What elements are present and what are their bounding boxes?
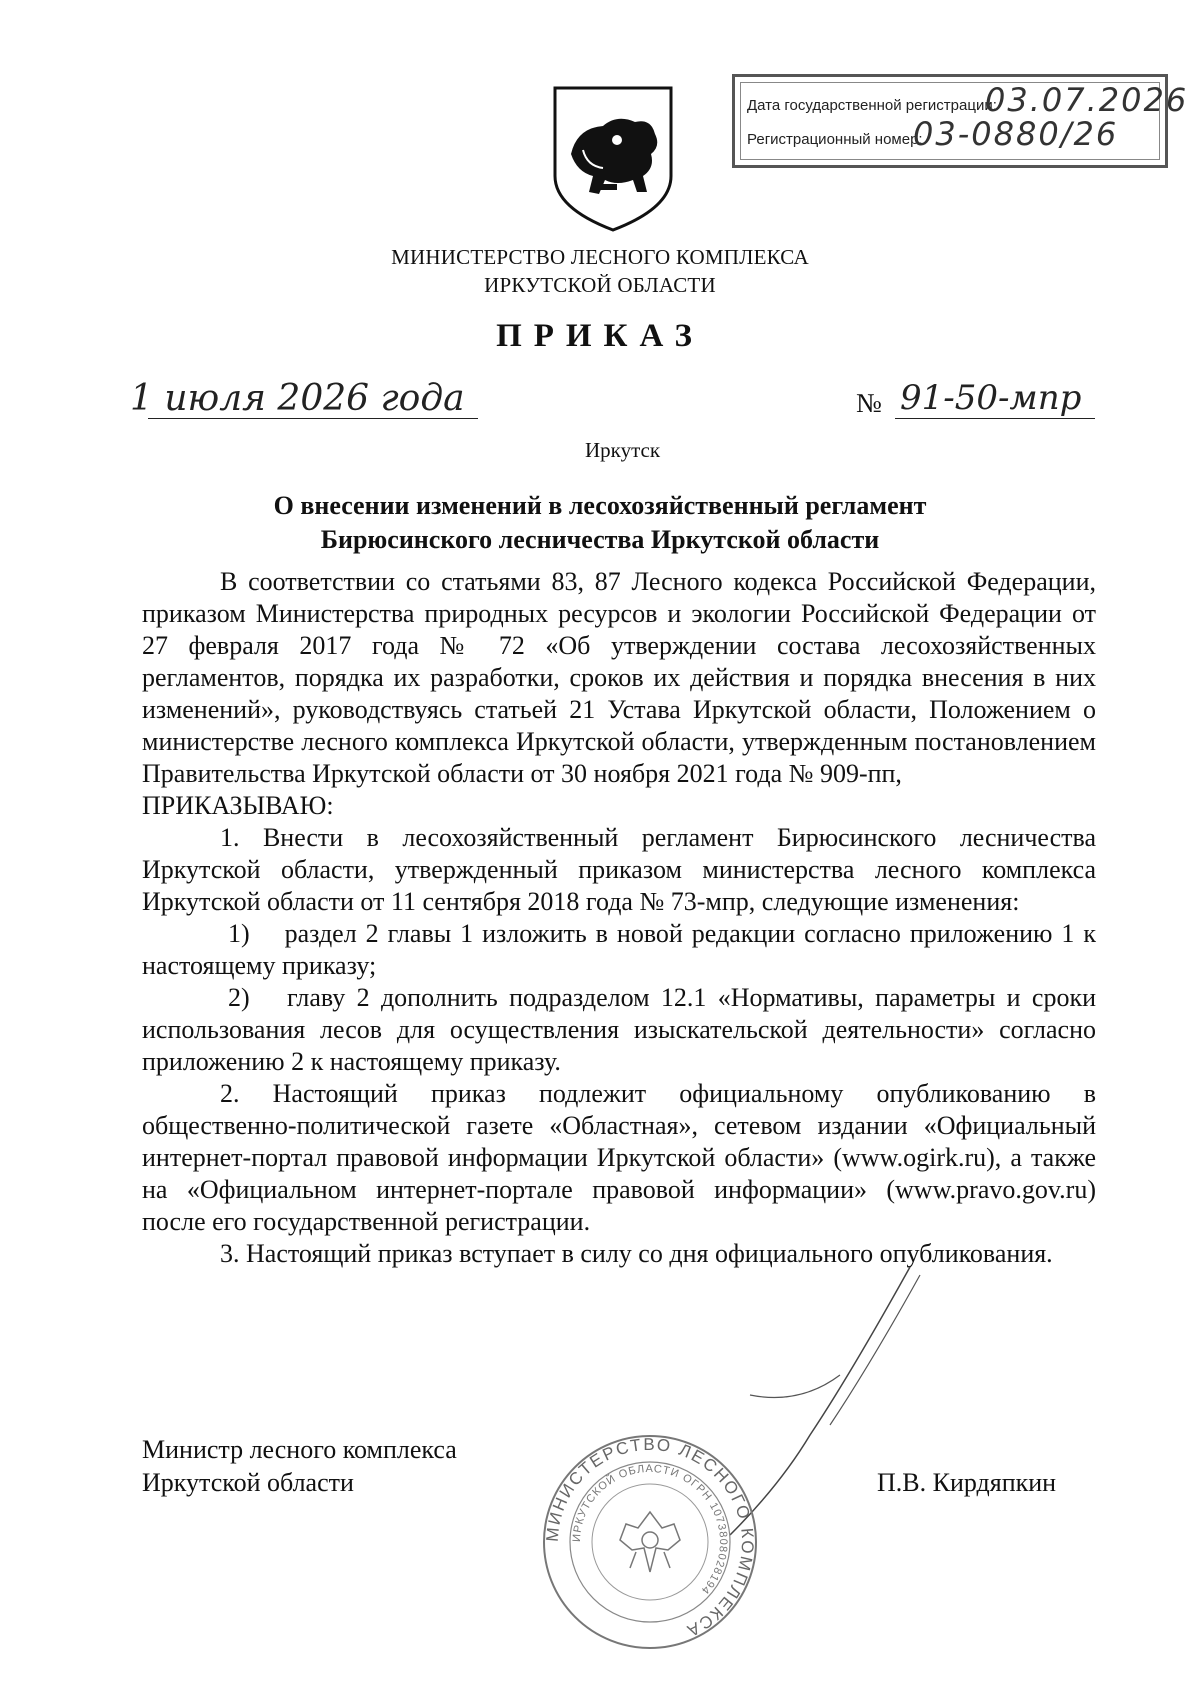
registration-date-value: 03.07.2026 (985, 81, 1189, 119)
signatory-position-line-2: Иркутской области (142, 1468, 354, 1497)
signatory-name: П.В. Кирдяпкин (877, 1468, 1057, 1497)
svg-text:ИРКУТСКОЙ ОБЛАСТИ ОГРН 1073808 (571, 1463, 729, 1597)
registration-date-label: Дата государственной регистрации: (747, 97, 997, 114)
subject-line-2: Бирюсинского лесничества Иркутской области (320, 525, 880, 554)
item-1-1-paragraph: 1) раздел 2 главы 1 изложить в новой редакции согласно приложению 1 к настоящему приказу; (142, 919, 1096, 980)
coat-of-arms (547, 84, 679, 234)
signatory-position-line-1: Министр лесного комплекса (142, 1435, 457, 1464)
subject-line-1: О внесении изменений в лесохозяйственный регламент (273, 491, 927, 520)
item-2-paragraph: 2. Настоящий приказ подлежит официальному опубликованию в общественно-политической газете «Областная», сетевом издании «Официальный интернет-портал правовой информации Иркутской области» (www.ogirk.ru), а также на «Официальном интернет-портале правовой информации» (www.pravo.gov.ru) после его государственной регистрации. (142, 1079, 1096, 1236)
seal-outer-text: МИНИСТЕРСТВО ЛЕСНОГО КОМПЛЕКСА (542, 1434, 758, 1642)
registration-number-value: 03-0880/26 (913, 115, 1119, 153)
item-1-paragraph: 1. Внести в лесохозяйственный регламент Бирюсинского лесничества Иркутской области, утвержденный приказом министерства лесного комплекса Иркутской области от 11 сентября 2018 года № 73-мпр, следующие изменения: (142, 823, 1096, 916)
handwritten-date: 1 июля 2026 года (130, 378, 465, 419)
registration-stamp (732, 74, 1189, 168)
number-underline (895, 418, 1095, 419)
double-headed-eagle-icon (620, 1512, 680, 1572)
ministry-line-2: ИРКУТСКОЙ ОБЛАСТИ (484, 273, 716, 297)
document-body (142, 566, 1096, 1270)
official-seal (540, 1432, 760, 1652)
registration-number-label: Регистрационный номер: (747, 131, 923, 148)
ministry-name (0, 243, 1200, 299)
seal-inner-text: ИРКУТСКОЙ ОБЛАСТИ ОГРН 1073808028194 (570, 1462, 730, 1597)
date-underline (148, 418, 478, 419)
signatory-position (142, 1433, 457, 1499)
item-1-2-paragraph: 2) главу 2 дополнить подразделом 12.1 «Нормативы, параметры и сроки использования лесов для осуществления изыскательской деятельности» согласно приложению 2 к настоящему приказу. (142, 983, 1096, 1076)
city-label: Иркутск (585, 438, 661, 462)
handwritten-number: 91-50-мпр (900, 378, 1082, 418)
order-word: ПРИКАЗЫВАЮ: (142, 791, 334, 820)
document-type-title: ПРИКАЗ (496, 318, 704, 354)
preamble-paragraph: В соответствии со статьями 83, 87 Лесного кодекса Российской Федерации, приказом Министерства природных ресурсов и экологии Российской Федерации от 27 февраля 2017 года № 72 «Об утверждении состава лесохозяйственных регламентов, порядка их разработки, сроков их действия и порядка внесения в них изменений», руководствуясь статьей 21 Устава Иркутской области, Положением о министерстве лесного комплекса Иркутской области, утвержденным постановлением Правительства Иркутской области от 30 ноября 2021 года № 909-пп, (142, 567, 1096, 788)
item-3-paragraph: 3. Настоящий приказ вступает в силу со дня официального опубликования. (220, 1239, 1053, 1268)
ministry-line-1: МИНИСТЕРСТВО ЛЕСНОГО КОМПЛЕКСА (391, 245, 809, 269)
number-sign: № (856, 388, 882, 418)
document-subject (0, 489, 1200, 557)
